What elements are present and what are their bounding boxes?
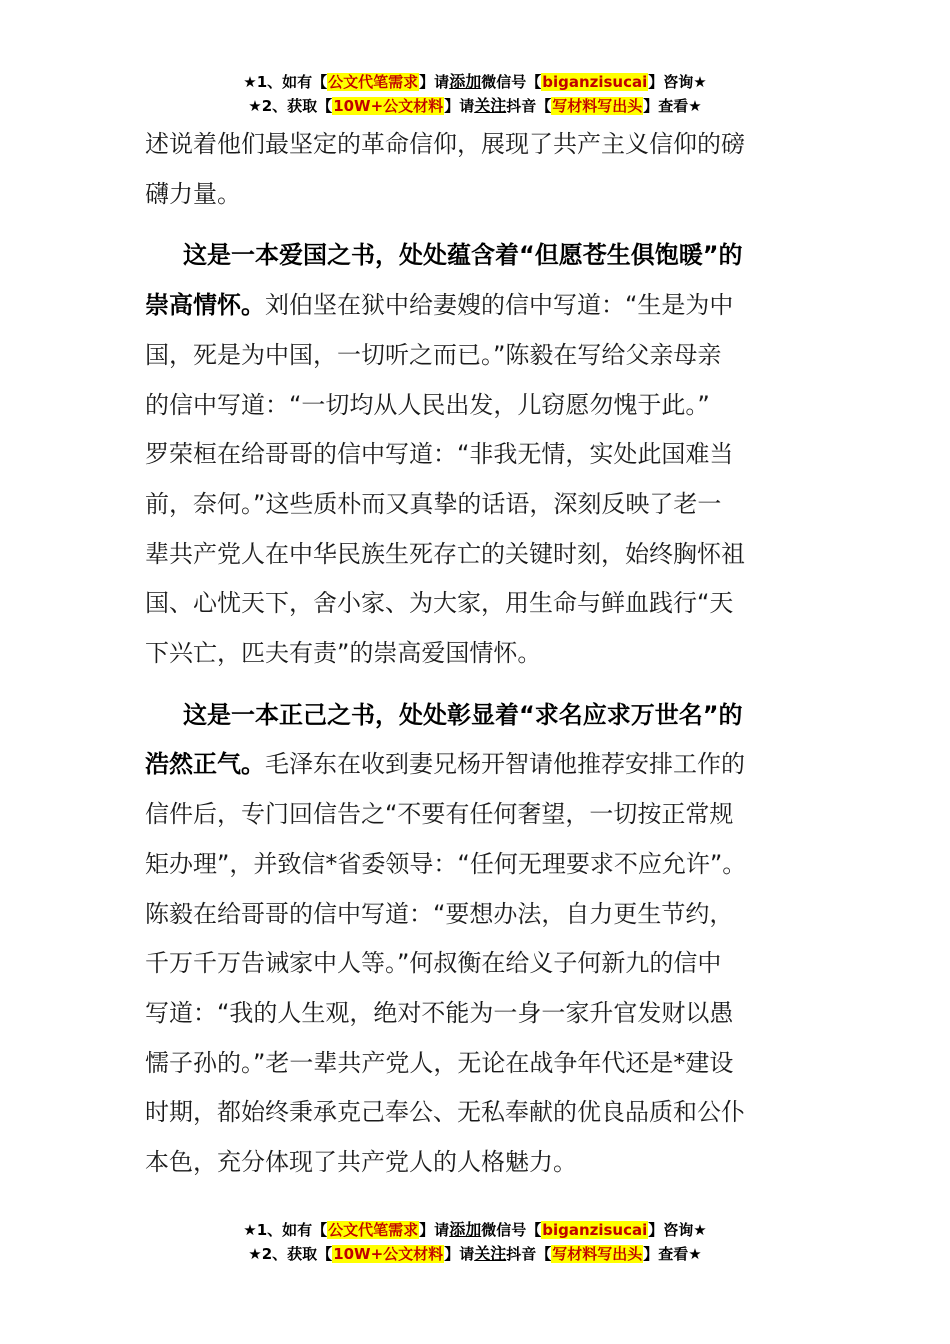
header-promo-banner (0, 70, 950, 118)
body-line: 国、心忧天下，舍小家、为大家，用生命与鲜血践行“天 (145, 589, 734, 618)
body-line: 罗荣桓在给哥哥的信中写道：“非我无情，实处此国难当 (145, 440, 734, 469)
bold-lead-text: 这是一本爱国之书，处处蕴含着“但愿苍生俱饱暖”的 (183, 241, 743, 270)
promo-text: 抖音【 (506, 97, 552, 115)
body-text: 刘伯坚在狱中给妻嫂的信中写道：“生是为中 (265, 291, 734, 320)
promo-text: 】查看★ (643, 97, 702, 115)
promo-line-2 (0, 1242, 950, 1266)
body-line: 时期，都始终秉承克己奉公、无私奉献的优良品质和公仆 (145, 1098, 745, 1127)
promo-highlight: 公文代笔需求 (328, 73, 419, 91)
promo-underline: 关注 (474, 96, 507, 115)
promo-text: 】查看★ (643, 1245, 702, 1263)
promo-underline: 添加 (449, 72, 482, 91)
body-text: 毛泽东在收到妻兄杨开智请他推荐安排工作的 (265, 750, 745, 779)
body-line: 辈共产党人在中华民族生死存亡的关键时刻，始终胸怀祖 (145, 539, 745, 568)
body-line: 述说着他们最坚定的革命信仰，展现了共产主义信仰的磅 (145, 130, 745, 158)
body-line: 矩办理”，并致信*省委领导：“任何无理要求不应允许”。 (145, 849, 747, 878)
promo-text: ★2、获取【 (248, 97, 333, 115)
promo-text: 】请 (419, 1221, 450, 1239)
body-line: 礴力量。 (145, 179, 241, 208)
promo-highlight: biganzisucai (542, 73, 648, 91)
promo-text: 微信号【 (481, 73, 542, 91)
promo-line-1 (0, 1218, 950, 1242)
promo-text: 】请 (444, 97, 475, 115)
promo-highlight: 写材料写出头 (552, 1245, 643, 1263)
body-line: 写道：“我的人生观，绝对不能为一身一家升官发财以愚 (145, 998, 734, 1027)
body-line: 下兴亡，匹夫有责”的崇高爱国情怀。 (145, 639, 542, 668)
bold-lead-text: 浩然正气。 (145, 750, 265, 779)
body-line: 的信中写道：“一切均从人民出发，儿窃愿勿愧于此。” (145, 390, 710, 419)
body-line: 千万千万告诫家中人等。”何叔衡在给义子何新九的信中 (145, 949, 722, 978)
promo-text: ★1、如有【 (243, 73, 328, 91)
promo-text: ★2、获取【 (248, 1245, 333, 1263)
footer-promo-banner (0, 1218, 950, 1266)
body-line: 懦子孙的。”老一辈共产党人，无论在战争年代还是*建设 (145, 1048, 734, 1077)
body-line: 陈毅在给哥哥的信中写道：“要想办法，自力更生节约， (145, 899, 734, 928)
promo-line-2 (0, 94, 950, 118)
promo-underline: 关注 (474, 1244, 507, 1263)
body-line: 本色，充分体现了共产党人的人格魅力。 (145, 1148, 577, 1177)
promo-highlight: 10W+公文材料 (333, 1245, 444, 1263)
bold-lead-text: 这是一本正己之书，处处彰显着“求名应求万世名”的 (183, 700, 743, 729)
promo-text: 】咨询★ (648, 73, 707, 91)
document-body (145, 120, 810, 1188)
promo-text: ★1、如有【 (243, 1221, 328, 1239)
body-line (145, 281, 810, 331)
paragraph-heading (145, 231, 810, 281)
promo-text: 】请 (419, 73, 450, 91)
promo-text: 抖音【 (506, 1245, 552, 1263)
bold-lead-text: 崇高情怀。 (145, 291, 265, 320)
promo-line-1 (0, 70, 950, 94)
promo-text: 微信号【 (481, 1221, 542, 1239)
promo-highlight: 写材料写出头 (552, 97, 643, 115)
body-line: 国，死是为中国，一切听之而已。”陈毅在写给父亲母亲 (145, 340, 722, 369)
body-line (145, 740, 810, 790)
promo-text: 】咨询★ (648, 1221, 707, 1239)
paragraph-heading (145, 691, 810, 741)
promo-highlight: biganzisucai (542, 1221, 648, 1239)
promo-highlight: 10W+公文材料 (333, 97, 444, 115)
body-line: 信件后，专门回信告之“不要有任何奢望，一切按正常规 (145, 800, 734, 829)
promo-text: 】请 (444, 1245, 475, 1263)
promo-underline: 添加 (449, 1220, 482, 1239)
body-line: 前，奈何。”这些质朴而又真挚的话语，深刻反映了老一 (145, 489, 722, 518)
promo-highlight: 公文代笔需求 (328, 1221, 419, 1239)
